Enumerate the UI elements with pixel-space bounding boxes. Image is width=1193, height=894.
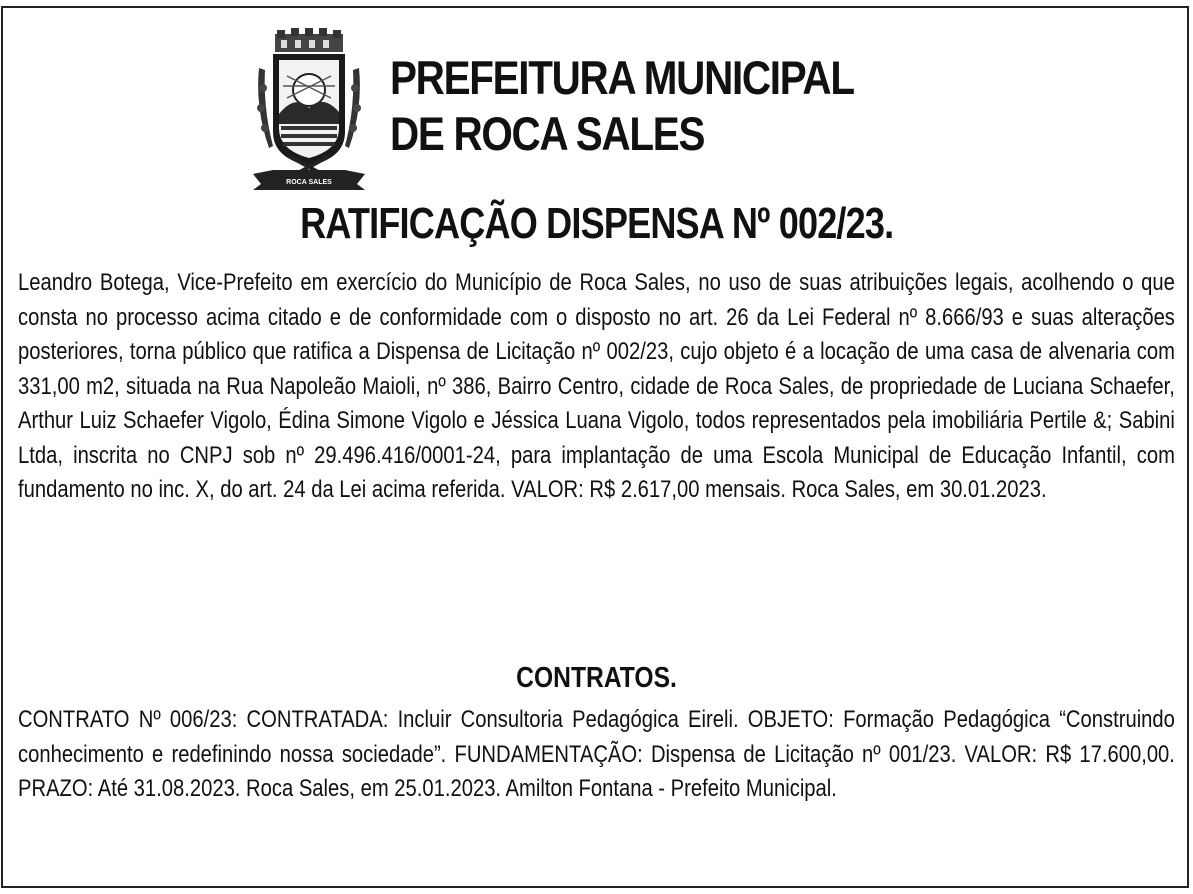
crest-banner-text: ROCA SALES [286, 179, 332, 186]
contract-paragraph [18, 703, 1175, 807]
contracts-heading-text: CONTRATOS. [516, 662, 677, 694]
municipal-coat-of-arms-icon [253, 28, 365, 190]
municipality-title-line2: DE ROCA SALES [390, 107, 705, 160]
municipality-title [390, 50, 854, 162]
notice-title-text: RATIFICAÇÃO DISPENSA Nº 002/23. [299, 199, 894, 248]
ratification-paragraph [18, 266, 1175, 508]
contract-paragraph-text: CONTRATO Nº 006/23: CONTRATADA: Incluir Consultoria Pedagógica Eireli. OBJETO: Formação Pedagógica “Construindo conhecimento e redefinindo nossa sociedade”. FUNDAMENTAÇÃO: Dispensa de Licitação nº 001/23. VALOR: R$ 17.600,00. PRAZO: Até 31.08.2023. Roca Sales, em 25.01.2023. Amilton Fontana - Prefeito Municipal. [18, 706, 1175, 802]
contracts-heading [0, 660, 1193, 696]
municipality-title-line1: PREFEITURA MUNICIPAL [390, 51, 854, 104]
notice-title [0, 196, 1193, 252]
ratification-paragraph-text: Leandro Botega, Vice-Prefeito em exercício do Município de Roca Sales, no uso de suas atribuições legais, acolhendo o que consta no processo acima citado e de conformidade com o disposto no art. 26 da Lei Federal nº 8.666/93 e suas alterações posteriores, torna público que ratifica a Dispensa de Licitação nº 002/23, cujo objeto é a locação de uma casa de alvenaria com 331,00 m2, situada na Rua Napoleão Maioli, nº 386, Bairro Centro, cidade de Roca Sales, de propriedade de Luciana Schaefer, Arthur Luiz Schaefer Vigolo, Édina Simone Vigolo e Jéssica Luana Vigolo, todos representados pela imobiliária Pertile &; Sabini Ltda, inscrita no CNPJ sob nº 29.496.416/0001-24, para implantação de uma Escola Municipal de Educação Infantil, com fundamento no inc. X, do art. 24 da Lei acima referida. VALOR: R$ 2.617,00 mensais. Roca Sales, em 30.01.2023. [18, 269, 1175, 503]
